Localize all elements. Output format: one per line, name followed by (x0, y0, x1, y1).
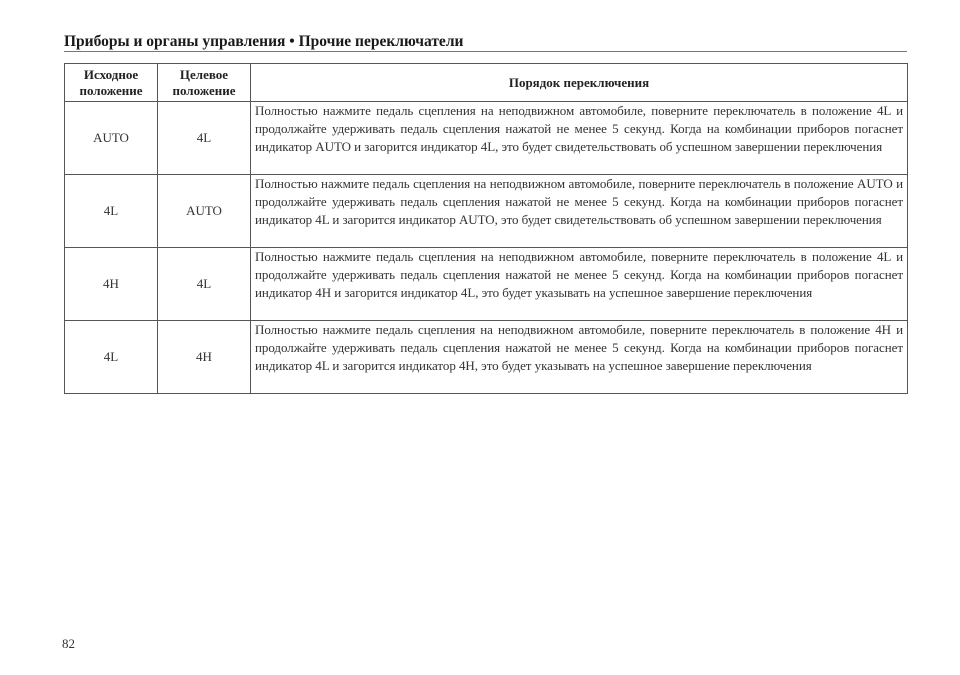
column-header-line: положение (79, 82, 143, 98)
title-divider (64, 51, 907, 52)
target-position-cell: 4H (158, 321, 251, 394)
switch-procedure-table (64, 63, 908, 394)
target-position-cell: AUTO (158, 175, 251, 248)
column-header-target-position (158, 64, 251, 102)
table-row (65, 175, 908, 248)
table-row (65, 248, 908, 321)
initial-position-cell: 4L (65, 175, 158, 248)
procedure-cell: Полностью нажмите педаль сцепления на неподвижном автомобиле, поверните переключатель в положение 4L и продолжайте удерживать педаль сцепления нажатой не менее 5 секунд. Когда на комбинации приборов погаснет индикатор 4H и загорится индикатор 4L, это будет указывать на успешное завершение переключения (251, 248, 908, 321)
page-number: 82 (62, 636, 75, 651)
table-row (65, 321, 908, 394)
procedure-cell: Полностью нажмите педаль сцепления на неподвижном автомобиле, поверните переключатель в положение AUTO и продолжайте удерживать педаль сцепления нажатой не менее 5 секунд. Когда на комбинации приборов погаснет индикатор 4L и загорится индикатор AUTO, это будет свидетельствовать об успешном завершении переключения (251, 175, 908, 248)
procedure-cell: Полностью нажмите педаль сцепления на неподвижном автомобиле, поверните переключатель в положение 4L и продолжайте удерживать педаль сцепления нажатой не менее 5 секунд. Когда на комбинации приборов погаснет индикатор AUTO и загорится индикатор 4L, это будет свидетельствовать об успешном завершении переключения (251, 102, 908, 175)
initial-position-cell: 4L (65, 321, 158, 394)
procedure-cell: Полностью нажмите педаль сцепления на неподвижном автомобиле, поверните переключатель в положение 4H и продолжайте удерживать педаль сцепления нажатой не менее 5 секунд. Когда на комбинации приборов погаснет индикатор 4L и загорится индикатор 4H, это будет указывать на успешное завершение переключения (251, 321, 908, 394)
initial-position-cell: 4H (65, 248, 158, 321)
page-title: Приборы и органы управления • Прочие переключатели (64, 33, 464, 50)
target-position-cell: 4L (158, 248, 251, 321)
table-header-row (65, 64, 908, 102)
initial-position-cell: AUTO (65, 102, 158, 175)
column-header-initial-position (65, 64, 158, 102)
column-header-line: Целевое (179, 66, 229, 82)
column-header-procedure: Порядок переключения (251, 64, 908, 102)
table-row (65, 102, 908, 175)
column-header-line: Исходное (83, 66, 139, 82)
target-position-cell: 4L (158, 102, 251, 175)
column-header-line: положение (172, 82, 236, 98)
